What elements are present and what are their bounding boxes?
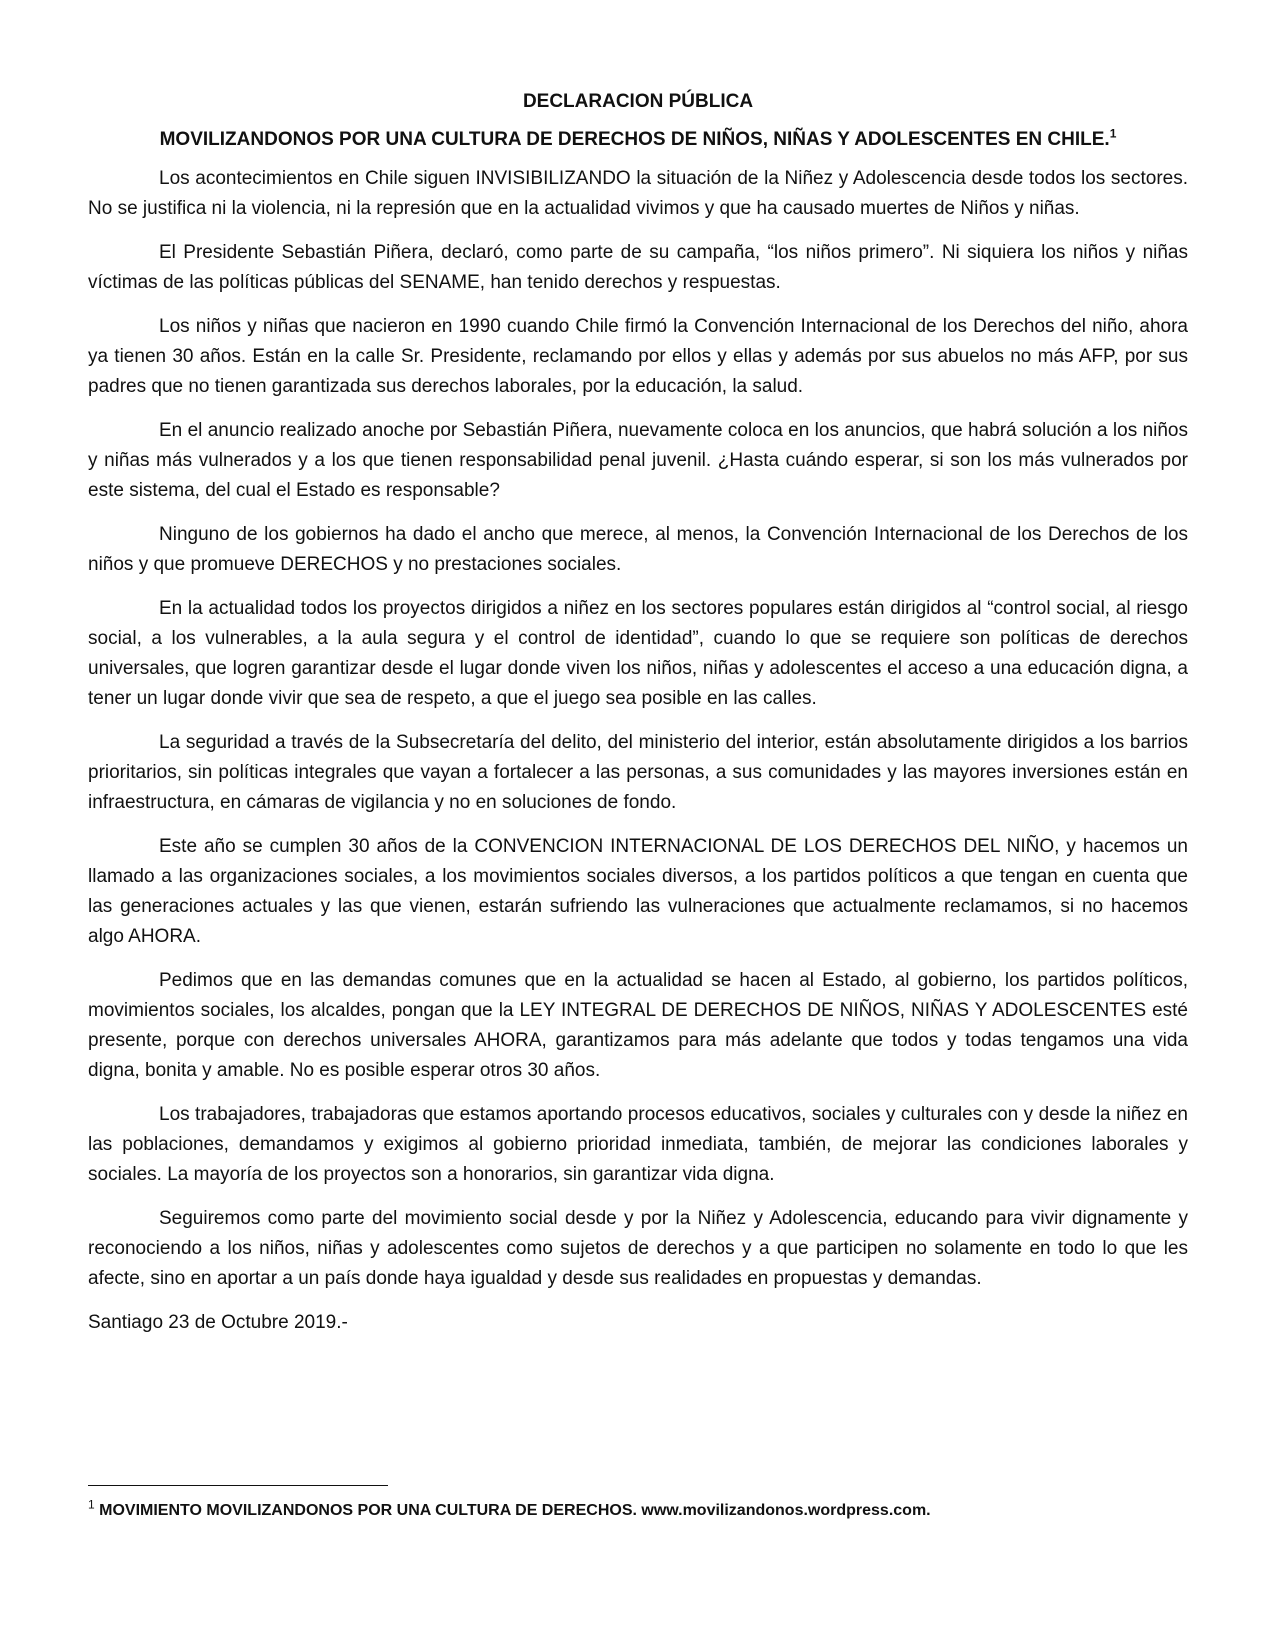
paragraph-6: En la actualidad todos los proyectos dirigidos a niñez en los sectores populares están dirigidos al “control social, al riesgo social, a los vulnerables, a la aula segura y el control de identidad”, cuando lo que se requiere son políticas de derechos universales, que logren garantizar desde el lugar donde viven los niños, niñas y adolescentes el acceso a una educación digna, a tener un lugar donde vivir que sea de respeto, a que el juego sea posible en las calles. — [88, 598, 1188, 709]
document-subtitle — [88, 128, 1188, 152]
signoff-date: Santiago 23 de Octubre 2019.- — [88, 1312, 348, 1333]
footnote-reference[interactable]: 1 — [1109, 126, 1117, 141]
paragraph-10: Los trabajadores, trabajadoras que estamos aportando procesos educativos, sociales y culturales con y desde la niñez en las poblaciones, demandamos y exigimos al gobierno prioridad inmediata, también, de mejorar las condiciones laborales y sociales. La mayoría de los proyectos son a honorarios, sin garantizar vida digna. — [88, 1104, 1188, 1185]
paragraph-8: Este año se cumplen 30 años de la CONVENCION INTERNACIONAL DE LOS DERECHOS DEL NIÑO, y hacemos un llamado a las organizaciones sociales, a los movimientos sociales diversos, a los partidos políticos a que tengan en cuenta que las generaciones actuales y las que vienen, estarán sufriendo las vulneraciones que actualmente reclamamos, si no hacemos algo AHORA. — [88, 836, 1188, 947]
document-body — [88, 90, 1188, 1338]
document-title — [88, 90, 1188, 114]
footnote-text: MOVIMIENTO MOVILIZANDONOS POR UNA CULTURA DE DERECHOS. www.movilizandonos.wordpress.com. — [99, 1502, 931, 1519]
paragraph-11: Seguiremos como parte del movimiento social desde y por la Niñez y Adolescencia, educando para vivir dignamente y reconociendo a los niños, niñas y adolescentes como sujetos de derechos y a que participen no solamente en todo lo que les afecte, sino en aportar a un país donde haya igualdad y desde sus realidades en propuestas y demandas. — [88, 1208, 1188, 1289]
footnote-divider — [88, 1485, 388, 1486]
paragraph-7: La seguridad a través de la Subsecretaría del delito, del ministerio del interior, están absolutamente dirigidos a los barrios prioritarios, sin políticas integrales que vayan a fortalecer a las personas, a sus comunidades y las mayores inversiones están en infraestructura, en cámaras de vigilancia y no en soluciones de fondo. — [88, 732, 1188, 813]
title-text: DECLARACION PÚBLICA — [522, 91, 754, 112]
paragraph-3: Los niños y niñas que nacieron en 1990 cuando Chile firmó la Convención Internacional de los Derechos del niño, ahora ya tienen 30 años. Están en la calle Sr. Presidente, reclamando por ellos y ellas y además por sus abuelos no más AFP, por sus padres que no tienen garantizada sus derechos laborales, por la educación, la salud. — [88, 316, 1188, 397]
subtitle-text: MOVILIZANDONOS POR UNA CULTURA DE DERECHOS DE NIÑOS, NIÑAS Y ADOLESCENTES EN CHILE. — [159, 129, 1110, 150]
footnote-mark: 1 — [88, 1497, 95, 1512]
footnote — [88, 1497, 1188, 1522]
paragraph-4: En el anuncio realizado anoche por Sebastián Piñera, nuevamente coloca en los anuncios, que habrá solución a los niños y niñas más vulnerados y a los que tienen responsabilidad penal juvenil. ¿Hasta cuándo esperar, si son los más vulnerados por este sistema, del cual el Estado es responsable? — [88, 420, 1188, 501]
paragraph-2: El Presidente Sebastián Piñera, declaró, como parte de su campaña, “los niños primero”. Ni siquiera los niños y niñas víctimas de las políticas públicas del SENAME, han tenido derechos y respuestas. — [88, 242, 1188, 293]
paragraph-1: Los acontecimientos en Chile siguen INVISIBILIZANDO la situación de la Niñez y Adolescencia desde todos los sectores. No se justifica ni la violencia, ni la represión que en la actualidad vivimos y que ha causado muertes de Niños y niñas. — [88, 168, 1188, 219]
paragraph-9: Pedimos que en las demandas comunes que en la actualidad se hacen al Estado, al gobierno, los partidos políticos, movimientos sociales, los alcaldes, pongan que la LEY INTEGRAL DE DERECHOS DE NIÑOS, NIÑAS Y ADOLESCENTES esté presente, porque con derechos universales AHORA, garantizamos para más adelante que todos y todas tengamos una vida digna, bonita y amable. No es posible esperar otros 30 años. — [88, 970, 1188, 1081]
paragraph-5: Ninguno de los gobiernos ha dado el ancho que merece, al menos, la Convención Internacional de los Derechos de los niños y que promueve DERECHOS y no prestaciones sociales. — [88, 524, 1188, 575]
